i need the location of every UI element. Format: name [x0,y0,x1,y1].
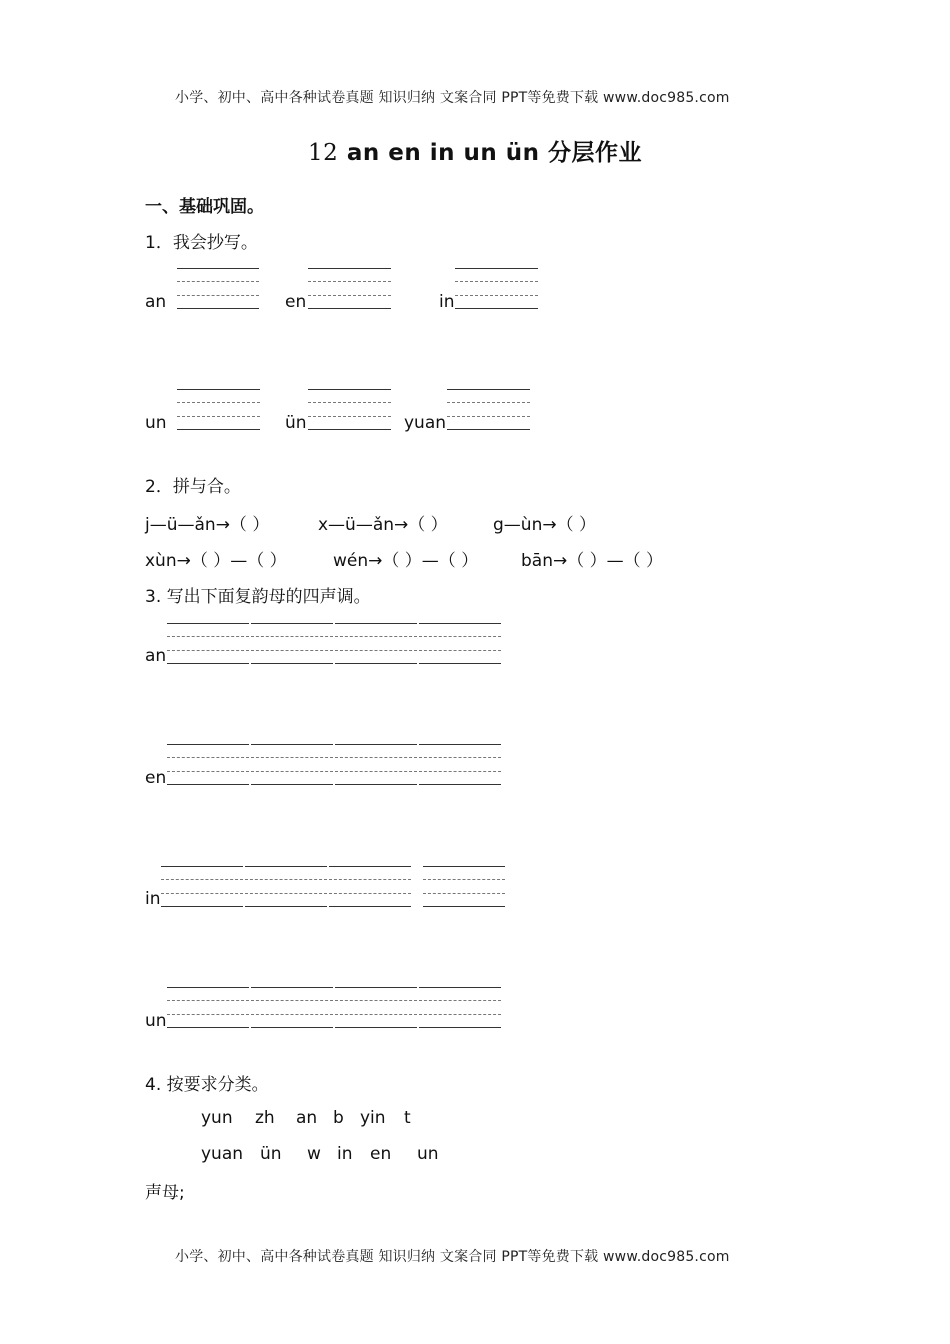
sort-word: w [307,1144,321,1164]
page-header: 小学、初中、高中各种试卷真题 知识归纳 文案合同 PPT等免费下载 www.doc985.com [175,90,730,106]
lesson-number: 12 [308,140,339,166]
sort-word: yun [201,1108,233,1128]
writing-grid[interactable] [329,866,411,906]
writing-grid[interactable] [167,987,249,1027]
category-label: 声母; [145,1183,185,1203]
writing-grid[interactable] [308,389,391,429]
writing-grid[interactable] [423,866,505,906]
sort-word: an [296,1108,318,1128]
writing-grid[interactable] [447,389,530,429]
page-footer: 小学、初中、高中各种试卷真题 知识归纳 文案合同 PPT等免费下载 www.doc985.com [175,1249,730,1265]
writing-grid[interactable] [419,744,501,784]
tone-label-an: an [145,646,167,666]
sort-word: b [333,1108,344,1128]
copy-label-in: in [439,292,455,312]
spell-item: g—ùn→（ ） [493,515,596,535]
writing-grid[interactable] [245,866,327,906]
lesson-title: an en in un ün 分层作业 [346,140,642,166]
question-1-label: 1．我会抄写。 [145,233,258,253]
writing-grid[interactable] [419,623,501,663]
spell-item: j—ü—ǎn→（ ） [145,515,270,535]
sort-word: ün [260,1144,282,1164]
writing-grid[interactable] [177,268,259,308]
sort-word: t [404,1108,411,1128]
copy-label-an: an [145,292,167,312]
sort-word: en [370,1144,392,1164]
writing-grid[interactable] [251,623,333,663]
copy-label-en: en [285,292,307,312]
page-title [0,134,950,167]
writing-grid[interactable] [167,623,249,663]
copy-label-yuan: yuan [404,413,447,433]
writing-grid[interactable] [308,268,391,308]
writing-grid[interactable] [177,389,260,429]
sort-word: un [417,1144,439,1164]
writing-grid[interactable] [251,987,333,1027]
copy-label-un-umlaut: ün [285,413,307,433]
writing-grid[interactable] [335,623,417,663]
spell-item: x—ü—ǎn→（ ） [318,515,448,535]
writing-grid[interactable] [251,744,333,784]
writing-grid[interactable] [455,268,538,308]
question-2-label: 2．拼与合。 [145,477,241,497]
question-4-label: 4. 按要求分类。 [145,1075,269,1095]
spell-item: wén→（ ）—（ ） [333,551,479,571]
sort-word: zh [255,1108,275,1128]
tone-label-en: en [145,768,167,788]
writing-grid[interactable] [335,987,417,1027]
writing-grid[interactable] [419,987,501,1027]
sort-word: yin [360,1108,386,1128]
section-heading: 一、基础巩固。 [145,197,264,217]
spell-item: bān→（ ）—（ ） [521,551,664,571]
sort-word: yuan [201,1144,244,1164]
tone-label-in: in [145,889,161,909]
copy-label-un: un [145,413,167,433]
writing-grid[interactable] [161,866,243,906]
spell-item: xùn→（ ）—（ ） [145,551,287,571]
writing-grid[interactable] [335,744,417,784]
question-3-label: 3. 写出下面复韵母的四声调。 [145,587,371,607]
writing-grid[interactable] [167,744,249,784]
tone-label-un: un [145,1011,167,1031]
sort-word: in [337,1144,353,1164]
